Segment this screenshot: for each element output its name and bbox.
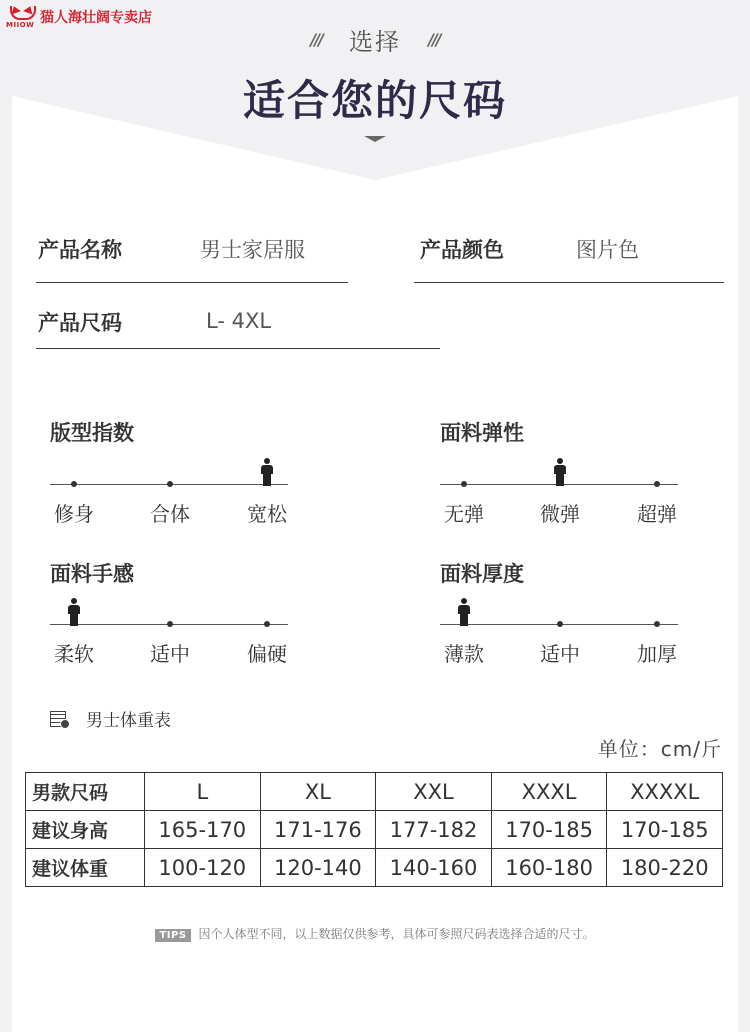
product-color-value: 图片色 xyxy=(576,238,639,262)
table-cell: 160-180 xyxy=(491,849,607,887)
scale-title: 面料弹性 xyxy=(440,421,524,445)
table-cell: 140-160 xyxy=(376,849,492,887)
table-cell: 100-120 xyxy=(145,849,261,887)
product-color-label: 产品颜色 xyxy=(420,238,504,262)
table-cell: L xyxy=(145,773,261,811)
table-row xyxy=(26,849,723,887)
product-name-value: 男士家居服 xyxy=(200,238,305,262)
scale-option-label: 无弹 xyxy=(444,502,484,526)
row-header-cell: 建议身高 xyxy=(26,811,145,849)
cat-logo-icon: MIIOW xyxy=(6,6,36,28)
table-icon xyxy=(50,711,68,727)
scale-dot xyxy=(461,481,467,487)
table-cell: XXXXL xyxy=(607,773,723,811)
store-name: 猫人海壮阔专卖店 xyxy=(40,10,152,26)
divider xyxy=(414,282,724,283)
size-table xyxy=(25,772,723,887)
chevron-down-icon xyxy=(364,136,386,142)
section-kicker xyxy=(0,22,750,57)
scale-option-label: 加厚 xyxy=(637,642,677,666)
scale-option-label: 宽松 xyxy=(247,502,287,526)
scale-option-label: 修身 xyxy=(54,502,94,526)
table-cell: XL xyxy=(260,773,376,811)
scale-option-label: 适中 xyxy=(150,642,190,666)
table-cell: 171-176 xyxy=(260,811,376,849)
person-marker-icon xyxy=(67,598,81,626)
scale-option-label: 薄款 xyxy=(444,642,484,666)
scale-dot xyxy=(654,621,660,627)
scale-option-label: 合体 xyxy=(150,502,190,526)
scale-title: 面料手感 xyxy=(50,562,134,586)
page-title: 适合您的尺码 xyxy=(242,76,507,125)
table-cell: 170-185 xyxy=(607,811,723,849)
unit-label: 单位：cm/斤 xyxy=(597,737,722,761)
scale-dot xyxy=(264,621,270,627)
table-row xyxy=(26,811,723,849)
decor-slashes-left: /// xyxy=(310,30,322,49)
table-row xyxy=(26,773,723,811)
decor-slashes-right: /// xyxy=(428,30,440,49)
scale-dot xyxy=(167,621,173,627)
scale-dot xyxy=(167,481,173,487)
select-label: 选择 xyxy=(349,28,401,56)
row-header-cell: 建议体重 xyxy=(26,849,145,887)
divider xyxy=(36,348,440,349)
table-cell: 177-182 xyxy=(376,811,492,849)
size-table-heading: 男士体重表 xyxy=(50,706,171,731)
table-cell: 170-185 xyxy=(491,811,607,849)
scale-option-label: 适中 xyxy=(540,642,580,666)
scale-title: 面料厚度 xyxy=(440,562,524,586)
table-cell: 165-170 xyxy=(145,811,261,849)
tips-note xyxy=(0,925,750,942)
person-marker-icon xyxy=(260,458,274,486)
scale-option-label: 偏硬 xyxy=(247,642,287,666)
table-cell: 120-140 xyxy=(260,849,376,887)
table-cell: XXXL xyxy=(491,773,607,811)
product-size-label: 产品尺码 xyxy=(38,311,122,335)
person-marker-icon xyxy=(553,458,567,486)
scale-title: 版型指数 xyxy=(50,421,134,445)
product-size-value: L- 4XL xyxy=(206,309,272,333)
row-header-cell: 男款尺码 xyxy=(26,773,145,811)
scale-option-label: 柔软 xyxy=(54,642,94,666)
scale-dot xyxy=(71,481,77,487)
scale-dot xyxy=(654,481,660,487)
scale-dot xyxy=(557,621,563,627)
table-cell: XXL xyxy=(376,773,492,811)
divider xyxy=(36,282,348,283)
product-name-label: 产品名称 xyxy=(38,238,122,262)
person-marker-icon xyxy=(457,598,471,626)
tips-badge: TIPS xyxy=(155,929,190,942)
scale-option-label: 微弹 xyxy=(540,502,580,526)
tips-text: 因个人体型不同，以上数据仅供参考，具体可参照尺码表选择合适的尺寸。 xyxy=(198,927,595,941)
scale-option-label: 超弹 xyxy=(637,502,677,526)
table-cell: 180-220 xyxy=(607,849,723,887)
